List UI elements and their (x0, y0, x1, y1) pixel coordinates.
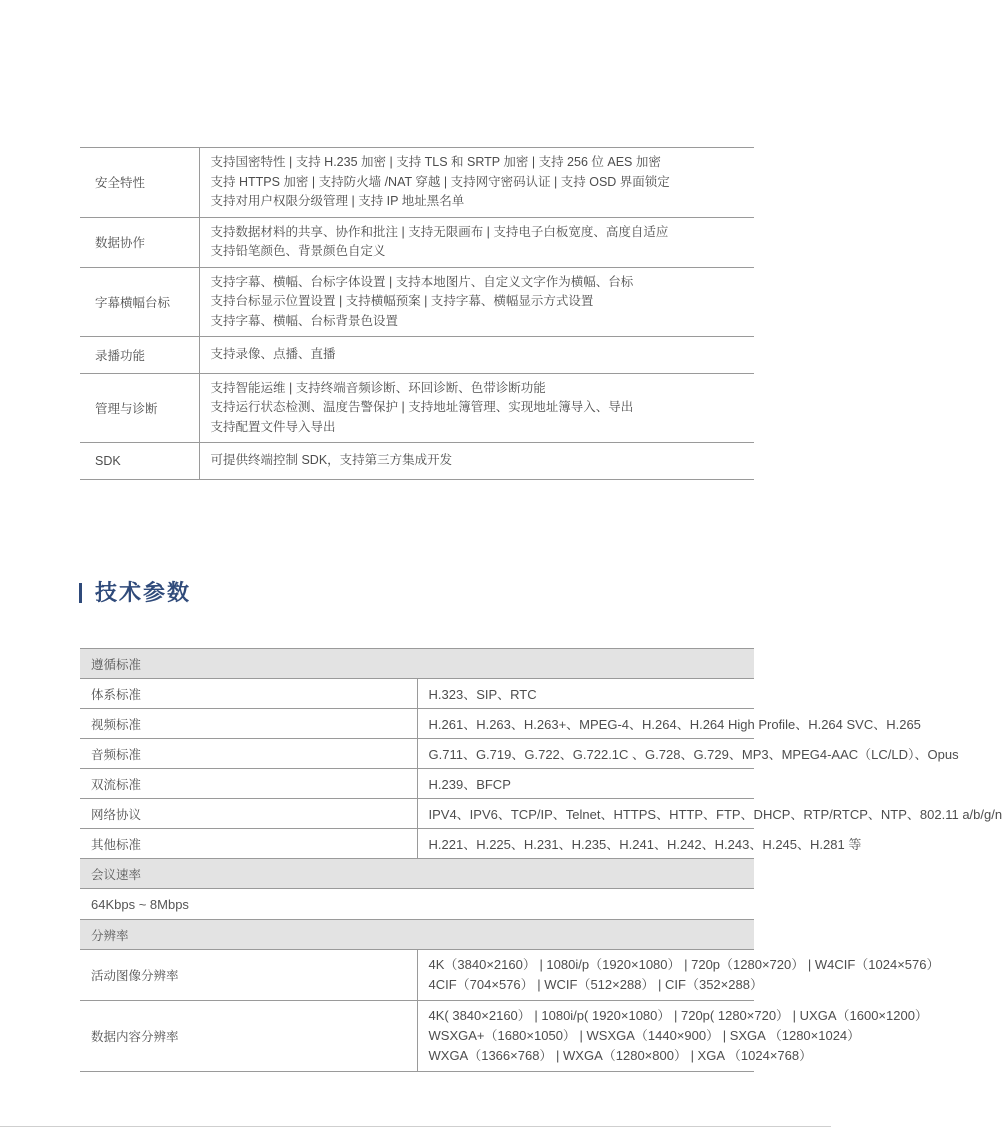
param-value: IPV4、IPV6、TCP/IP、Telnet、HTTPS、HTTP、FTP、DHCP、RTP/RTCP、NTP、802.11 a/b/g/n (428, 807, 1002, 822)
param-label: 视频标准 (80, 709, 417, 739)
param-label: 双流标准 (80, 769, 417, 799)
param-label: 活动图像分辨率 (80, 950, 417, 1001)
param-line: 4K（3840×2160） | 1080i/p（1920×1080） | 720p（1280×720） | W4CIF（1024×576） (428, 957, 940, 972)
param-row (80, 799, 754, 829)
feature-label: 字幕横幅台标 (80, 267, 199, 337)
features-table (80, 147, 754, 480)
feature-value (199, 373, 754, 443)
feature-line: 支持智能运维 | 支持终端音频诊断、环回诊断、色带诊断功能 (210, 380, 546, 395)
param-row (80, 769, 754, 799)
param-label: 音频标准 (80, 739, 417, 769)
param-line: WXGA（1366×768） | WXGA（1280×800） | XGA （1024×768） (428, 1048, 813, 1063)
param-value (417, 1001, 928, 1072)
feature-row (80, 373, 754, 443)
feature-line: 支持铅笔颜色、背景颜色自定义 (210, 244, 386, 258)
param-line: 4K( 3840×2160） | 1080i/p( 1920×1080） | 720p( 1280×720） | UXGA（1600×1200） (428, 1008, 928, 1023)
feature-line: 支持数据材料的共享、协作和批注 | 支持无限画布 | 支持电子白板宽度、高度自适应 (210, 224, 669, 239)
feature-line: 支持台标显示位置设置 | 支持横幅预案 | 支持字幕、横幅显示方式设置 (210, 294, 594, 308)
param-row (80, 829, 754, 859)
resolution-header: 分辨率 (91, 928, 129, 943)
standards-header: 遵循标准 (91, 657, 142, 672)
feature-label: 录播功能 (80, 337, 199, 374)
param-label: 数据内容分辨率 (80, 1001, 417, 1072)
feature-value (199, 337, 754, 374)
heading-accent-bar (79, 583, 82, 603)
param-value: H.261、H.263、H.263+、MPEG-4、H.264、H.264 High Profile、H.264 SVC、H.265 (428, 717, 921, 732)
feature-row (80, 267, 754, 337)
feature-row (80, 337, 754, 374)
feature-line: 支持字幕、横幅、台标字体设置 | 支持本地图片、自定义文字作为横幅、台标 (210, 274, 634, 289)
feature-label: SDK (80, 443, 199, 480)
feature-row (80, 217, 754, 267)
feature-value (199, 267, 754, 337)
feature-line: 支持配置文件导入导出 (210, 419, 336, 434)
feature-row (80, 148, 754, 218)
param-label: 其他标准 (80, 829, 417, 859)
param-value: H.221、H.225、H.231、H.235、H.241、H.242、H.243、H.245、H.281 等 (428, 837, 862, 852)
feature-line: 可提供终端控制 SDK，支持第三方集成开发 (210, 453, 453, 467)
param-label: 网络协议 (80, 799, 417, 829)
feature-value (199, 443, 754, 480)
rate-header: 会议速率 (91, 867, 142, 882)
page-bottom-rule (0, 1126, 831, 1127)
param-row (80, 1001, 754, 1072)
section-title: 技术参数 (95, 580, 192, 605)
param-value (417, 950, 940, 1001)
param-value: H.323、SIP、RTC (428, 687, 537, 702)
feature-line: 支持字幕、横幅、台标背景色设置 (210, 313, 399, 328)
section-header-row (80, 920, 754, 950)
feature-line: 支持国密特性 | 支持 H.235 加密 | 支持 TLS 和 SRTP 加密 | 支持 256 位 AES 加密 (210, 155, 661, 169)
feature-line: 支持录像、点播、直播 (210, 347, 336, 361)
param-row (80, 950, 754, 1001)
param-row (80, 739, 754, 769)
feature-label: 数据协作 (80, 217, 199, 267)
feature-label: 安全特性 (80, 148, 199, 218)
rate-value: 64Kbps ~ 8Mbps (91, 896, 189, 912)
feature-label: 管理与诊断 (80, 373, 199, 443)
section-header-row (80, 859, 754, 889)
feature-value (199, 217, 754, 267)
tech-params-table (80, 648, 1002, 1072)
rate-row (80, 889, 754, 920)
param-value: G.711、G.719、G.722、G.722.1C 、G.728、G.729、MP3、MPEG4-AAC（LC/LD）、Opus (428, 747, 959, 762)
param-row (80, 679, 754, 709)
feature-line: 支持 HTTPS 加密 | 支持防火墙 /NAT 穿越 | 支持网守密码认证 | 支持 OSD 界面锁定 (210, 174, 670, 189)
param-label: 体系标准 (80, 679, 417, 709)
feature-row (80, 443, 754, 480)
param-line: 4CIF（704×576） | WCIF（512×288） | CIF（352×288） (428, 977, 763, 992)
param-line: WSXGA+（1680×1050） | WSXGA（1440×900） | SXGA （1280×1024） (428, 1028, 861, 1043)
section-header-row (80, 649, 754, 679)
feature-line: 支持运行状态检测、温度告警保护 | 支持地址簿管理、实现地址簿导入、导出 (210, 400, 634, 414)
feature-value (199, 148, 754, 218)
feature-line: 支持对用户权限分级管理 | 支持 IP 地址黑名单 (210, 194, 465, 208)
param-value: H.239、BFCP (428, 777, 511, 792)
param-row (80, 709, 754, 739)
